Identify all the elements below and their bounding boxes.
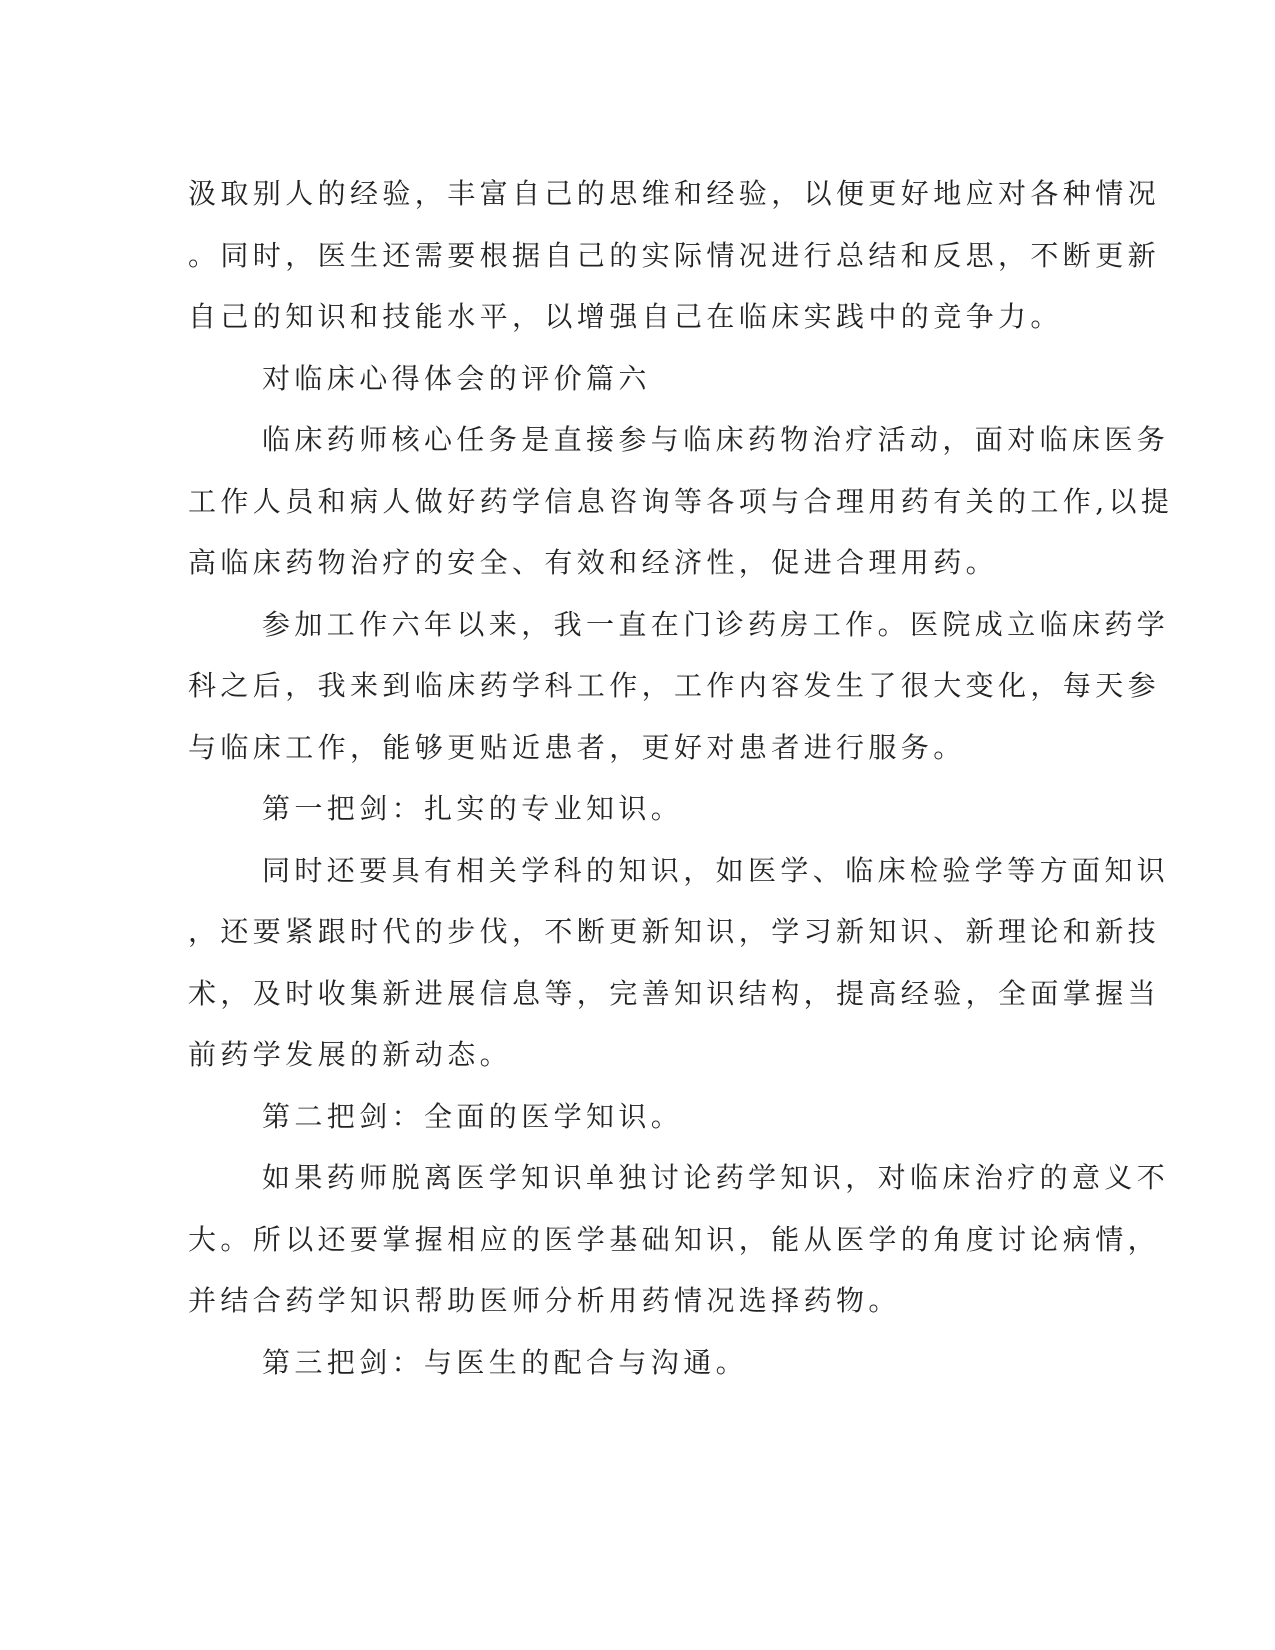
- text-line: 如果药师脱离医学知识单独讨论药学知识，对临床治疗的意义不: [262, 1161, 1170, 1194]
- text-line: 临床药师核心任务是直接参与临床药物治疗活动，面对临床医务: [262, 423, 1170, 456]
- document-body: [188, 163, 1174, 1393]
- section-heading: 对临床心得体会的评价篇六: [262, 361, 651, 395]
- text-line: 大。所以还要掌握相应的医学基础知识，能从医学的角度讨论病情，: [188, 1222, 1161, 1256]
- text-line: 。同时，医生还需要根据自己的实际情况进行总结和反思，不断更新: [188, 238, 1161, 272]
- text-line: 参加工作六年以来，我一直在门诊药房工作。医院成立临床药学: [262, 607, 1170, 641]
- text-line: 前药学发展的新动态。: [188, 1038, 513, 1071]
- text-line: 汲取别人的经验，丰富自己的思维和经验，以便更好地应对各种情况: [188, 177, 1161, 210]
- subheading-second-sword: 第二把剑：全面的医学知识。: [262, 1099, 684, 1133]
- subheading-first-sword: 第一把剑：扎实的专业知识。: [262, 792, 684, 825]
- text-line: 高临床药物治疗的安全、有效和经济性，促进合理用药。: [188, 546, 999, 579]
- subheading-third-sword: 第三把剑：与医生的配合与沟通。: [262, 1345, 749, 1379]
- text-line: 并结合药学知识帮助医师分析用药情况选择药物。: [188, 1284, 901, 1317]
- text-line: 科之后，我来到临床药学科工作，工作内容发生了很大变化，每天参: [188, 669, 1161, 702]
- text-line: 与临床工作，能够更贴近患者，更好对患者进行服务。: [188, 730, 966, 764]
- text-line: ，还要紧跟时代的步伐，不断更新知识，学习新知识、新理论和新技: [188, 915, 1161, 948]
- text-line: 自己的知识和技能水平，以增强自己在临床实践中的竞争力。: [188, 300, 1063, 333]
- text-line: 工作人员和病人做好药学信息咨询等各项与合理用药有关的工作,以提: [188, 484, 1174, 518]
- text-line: 同时还要具有相关学科的知识，如医学、临床检验学等方面知识: [262, 853, 1170, 887]
- text-line: 术，及时收集新进展信息等，完善知识结构，提高经验，全面掌握当: [188, 976, 1161, 1010]
